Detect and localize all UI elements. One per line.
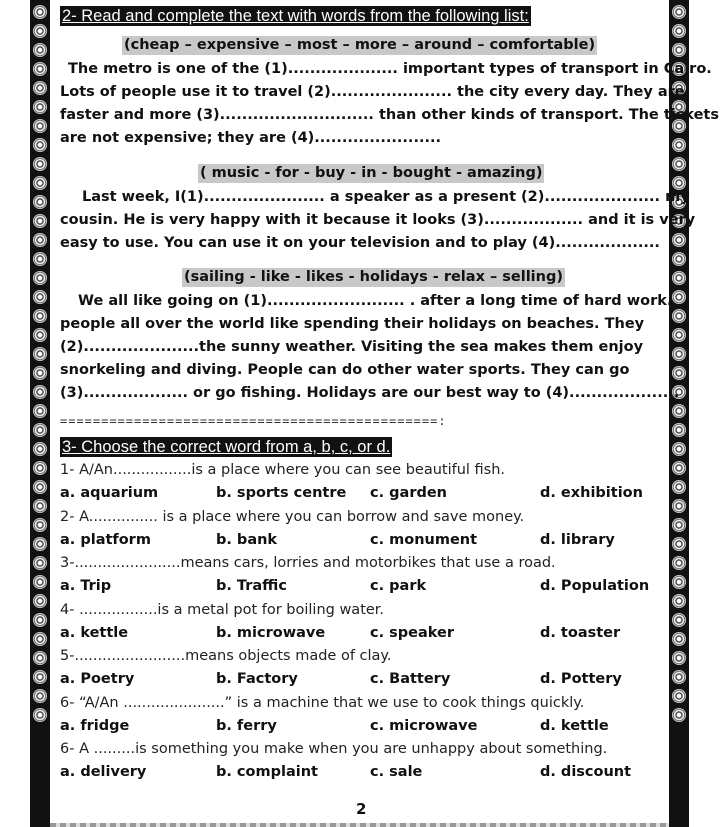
flower-ornament-icon xyxy=(33,480,47,494)
flower-ornament-icon xyxy=(33,195,47,209)
flower-ornament-icon xyxy=(33,499,47,513)
flower-ornament-icon xyxy=(33,632,47,646)
flower-ornament-icon xyxy=(672,651,686,665)
question-text: 4- .................is a metal pot for boiling water. xyxy=(60,601,385,618)
answer-option-c[interactable]: c. speaker xyxy=(370,624,455,641)
answer-option-b[interactable]: b. Factory xyxy=(216,671,298,687)
passage-3-line-2: people all over the world like spending their holidays on beaches. They xyxy=(60,316,645,332)
answer-option-c[interactable]: c. monument xyxy=(370,531,478,548)
passage-3-line-1: We all like going on (1)......................... . after a long time of hard work. xyxy=(78,293,673,309)
answer-option-d[interactable]: d. toaster xyxy=(540,624,621,641)
question-text: 6- “A/An ......................” is a machine that we use to cook things quickly. xyxy=(60,694,585,711)
flower-ornament-icon xyxy=(672,347,686,361)
flower-ornament-icon xyxy=(672,157,686,171)
flower-ornament-icon xyxy=(33,176,47,190)
question-text: 3-.......................means cars, lorries and motorbikes that use a road. xyxy=(60,555,556,571)
passage-2-line-3: easy to use. You can use it on your television and to play (4)................... xyxy=(60,235,660,251)
flower-ornament-icon xyxy=(33,708,47,722)
answer-option-c[interactable]: c. Battery xyxy=(370,671,451,687)
flower-ornament-icon xyxy=(672,404,686,418)
section-3-heading: 3- Choose the correct word from a, b, c, or d. xyxy=(62,438,391,456)
passage-3-line-5: (3)................... or go fishing. Holidays are our best way to (4).................... xyxy=(60,385,680,401)
answer-option-d[interactable]: d. kettle xyxy=(540,717,609,734)
flower-ornament-icon xyxy=(672,632,686,646)
flower-ornament-icon xyxy=(33,423,47,437)
flower-ornament-icon xyxy=(33,214,47,228)
section-2-heading: 2- Read and complete the text with words from the following list: xyxy=(62,7,529,25)
answer-option-c[interactable]: c. microwave xyxy=(370,717,478,734)
flower-ornament-icon xyxy=(33,5,47,19)
flower-ornament-icon xyxy=(672,233,686,247)
word-list-3: (sailing - like - likes - holidays - relax – selling) xyxy=(184,269,563,285)
answer-option-b[interactable]: b. sports centre xyxy=(216,485,347,501)
flower-ornament-icon xyxy=(33,461,47,475)
flower-ornament-icon xyxy=(33,651,47,665)
flower-ornament-icon xyxy=(672,43,686,57)
flower-ornament-icon xyxy=(33,119,47,133)
page-number: 2 xyxy=(356,800,367,818)
flower-ornament-icon xyxy=(33,670,47,684)
passage-1-line-3: faster and more (3)............................ than other kinds of transport. The tickets xyxy=(60,107,719,123)
answer-option-b[interactable]: b. Traffic xyxy=(216,578,287,594)
flower-ornament-icon xyxy=(672,138,686,152)
passage-1-line-1: The metro is one of the (1).................... important types of transport in Cairo. xyxy=(68,61,712,77)
answer-option-d[interactable]: d. library xyxy=(540,531,615,548)
question-text: 2- A............... is a place where you can borrow and save money. xyxy=(60,508,525,525)
flower-ornament-icon xyxy=(33,613,47,627)
flower-ornament-icon xyxy=(33,233,47,247)
flower-ornament-icon xyxy=(672,480,686,494)
flower-ornament-icon xyxy=(33,556,47,570)
answer-option-a[interactable]: a. fridge xyxy=(60,717,130,734)
flower-ornament-icon xyxy=(672,689,686,703)
flower-ornament-icon xyxy=(672,366,686,380)
flower-ornament-icon xyxy=(672,24,686,38)
flower-ornament-icon xyxy=(33,100,47,114)
answer-option-d[interactable]: d. Population xyxy=(540,578,650,594)
answer-option-d[interactable]: d. discount xyxy=(540,764,632,780)
flower-ornament-icon xyxy=(33,404,47,418)
answer-option-c[interactable]: c. garden xyxy=(370,485,448,501)
bottom-border xyxy=(50,823,669,827)
flower-ornament-icon xyxy=(33,271,47,285)
answer-option-a[interactable]: a. Poetry xyxy=(60,671,135,687)
flower-ornament-icon xyxy=(672,613,686,627)
flower-ornament-icon xyxy=(33,328,47,342)
passage-2-line-2: cousin. He is very happy with it because it looks (3).................. and it is very xyxy=(60,212,696,228)
flower-ornament-icon xyxy=(33,575,47,589)
answer-option-b[interactable]: b. microwave xyxy=(216,624,326,641)
flower-ornament-icon xyxy=(672,575,686,589)
flower-ornament-icon xyxy=(672,309,686,323)
decorative-border-left xyxy=(30,0,50,827)
passage-3-line-3: (2).....................the sunny weather. Visiting the sea makes them enjoy xyxy=(60,339,644,355)
flower-ornament-icon xyxy=(33,43,47,57)
passage-3-line-4: snorkeling and diving. People can do other water sports. They can go xyxy=(60,362,630,378)
flower-ornament-icon xyxy=(33,309,47,323)
flower-ornament-icon xyxy=(33,24,47,38)
flower-ornament-icon xyxy=(33,442,47,456)
question-text: 6- A .........is something you make when you are unhappy about something. xyxy=(60,741,608,757)
flower-ornament-icon xyxy=(672,461,686,475)
flower-ornament-icon xyxy=(33,385,47,399)
flower-ornament-icon xyxy=(33,138,47,152)
flower-ornament-icon xyxy=(672,594,686,608)
flower-ornament-icon xyxy=(672,556,686,570)
flower-ornament-icon xyxy=(672,442,686,456)
flower-ornament-icon xyxy=(33,62,47,76)
answer-option-c[interactable]: c. sale xyxy=(370,764,423,780)
flower-ornament-icon xyxy=(33,290,47,304)
answer-option-a[interactable]: a. delivery xyxy=(60,764,147,780)
answer-option-a[interactable]: a. kettle xyxy=(60,624,129,641)
flower-ornament-icon xyxy=(33,537,47,551)
flower-ornament-icon xyxy=(672,252,686,266)
question-text: 5-........................means objects made of clay. xyxy=(60,648,392,664)
flower-ornament-icon xyxy=(672,5,686,19)
flower-ornament-icon xyxy=(672,670,686,684)
flower-ornament-icon xyxy=(33,518,47,532)
section-divider: ==============================================: xyxy=(60,416,447,426)
flower-ornament-icon xyxy=(33,689,47,703)
answer-option-b[interactable]: b. bank xyxy=(216,531,278,548)
answer-option-b[interactable]: b. complaint xyxy=(216,764,318,780)
flower-ornament-icon xyxy=(672,518,686,532)
passage-1-line-4: are not expensive; they are (4)....................... xyxy=(60,130,441,146)
flower-ornament-icon xyxy=(672,499,686,513)
flower-ornament-icon xyxy=(33,252,47,266)
passage-2-line-1: Last week, I(1)...................... a speaker as a present (2)..................... my xyxy=(82,189,690,205)
flower-ornament-icon xyxy=(33,347,47,361)
flower-ornament-icon xyxy=(672,290,686,304)
flower-ornament-icon xyxy=(33,157,47,171)
flower-ornament-icon xyxy=(33,594,47,608)
flower-ornament-icon xyxy=(33,81,47,95)
flower-ornament-icon xyxy=(672,423,686,437)
answer-option-d[interactable]: d. exhibition xyxy=(540,485,643,501)
answer-option-a[interactable]: a. Trip xyxy=(60,578,112,594)
flower-ornament-icon xyxy=(672,328,686,342)
flower-ornament-icon xyxy=(672,271,686,285)
flower-ornament-icon xyxy=(672,708,686,722)
answer-option-c[interactable]: c. park xyxy=(370,578,427,594)
word-list-1: (cheap – expensive – most – more – around – comfortable) xyxy=(124,37,596,53)
passage-1-line-2: Lots of people use it to travel (2)...................... the city every day. They are xyxy=(60,84,685,100)
word-list-2: ( music - for - buy - in - bought - amazing) xyxy=(200,165,543,181)
answer-option-a[interactable]: a. aquarium xyxy=(60,485,159,501)
flower-ornament-icon xyxy=(33,366,47,380)
answer-option-a[interactable]: a. platform xyxy=(60,531,151,548)
flower-ornament-icon xyxy=(672,537,686,551)
answer-option-d[interactable]: d. Pottery xyxy=(540,671,622,687)
question-text: 1- A/An.................is a place where you can see beautiful fish. xyxy=(60,462,506,478)
answer-option-b[interactable]: b. ferry xyxy=(216,717,277,734)
